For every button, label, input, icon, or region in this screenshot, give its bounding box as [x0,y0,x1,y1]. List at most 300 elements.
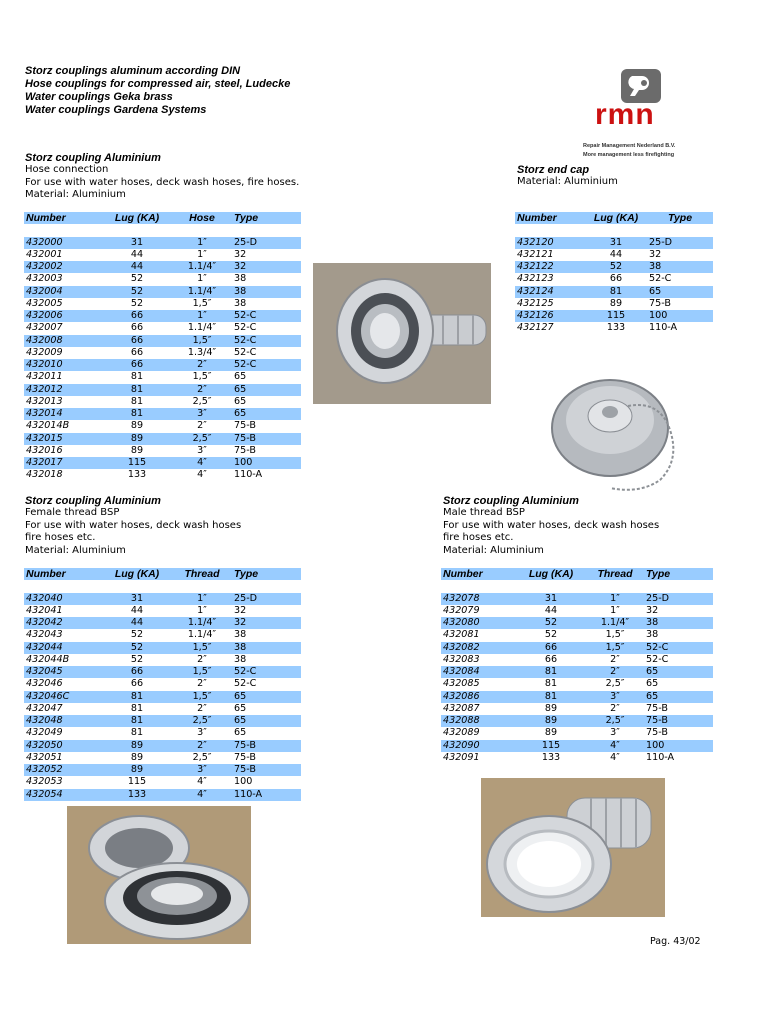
table-row [441,691,713,703]
table-cell: 432048 [24,715,102,727]
section-line: Material: Aluminium [443,544,544,556]
section-title: Storz coupling Aluminium [25,152,161,164]
table-row [515,261,713,273]
table-cell: 432079 [443,604,480,616]
table-cell: 1″ [197,273,207,285]
table-cell: 2″ [172,359,232,371]
page-number: Pag. 43/02 [650,936,701,947]
table-row [441,605,713,617]
table-cell: 1,5″ [172,335,232,347]
table-cell: 25-D [232,237,301,249]
table-cell: 2″ [197,420,207,432]
hose-coupling-photo [313,263,491,404]
table-row [515,286,713,298]
table-cell: 432124 [515,286,585,298]
table-cell: 4″ [610,751,620,763]
table-cell: 1.1/4″ [187,629,217,641]
table-cell: 31 [516,593,586,605]
table-cell: 81 [102,408,172,420]
table-cell: 75-B [234,444,256,456]
table-row [441,727,713,739]
table-cell: 432046C [24,691,102,703]
table-row [24,408,301,420]
table-cell: 432011 [26,371,63,383]
table-cell: 52 [585,261,647,273]
table-cell: 52 [130,653,144,665]
column-header: Number [24,212,102,224]
table-row [24,789,301,801]
table-cell: 44 [102,617,172,629]
table-cell: 432009 [26,346,63,358]
table-cell: 432018 [26,469,63,481]
table-cell: 432089 [443,727,480,739]
column-header: Number [441,568,516,580]
table-header [441,568,713,580]
table-cell: 115 [127,776,147,788]
table-cell: 110-A [646,751,675,763]
table-cell: 432053 [26,776,63,788]
column-header: Thread [172,568,232,580]
table-row [24,678,301,690]
table-row [24,617,301,629]
table-cell: 432010 [24,359,102,371]
section-title: Storz coupling Aluminium [443,495,579,507]
table-cell: 1,5″ [172,691,232,703]
table-cell: 2,5″ [586,715,644,727]
table-cell: 65 [232,384,301,396]
table-cell: 2″ [197,678,207,690]
table-cell: 66 [102,310,172,322]
table-cell: 432046 [26,678,63,690]
table-cell: 1.1/4″ [172,261,232,273]
table-cell: 52 [544,629,558,641]
table-cell: 44 [130,248,144,260]
table-row [24,752,301,764]
female-thread-table [24,568,301,801]
table-cell: 66 [102,335,172,347]
table-row [24,249,301,261]
table-cell: 81 [102,715,172,727]
table-cell: 432012 [24,384,102,396]
table-cell: 432127 [517,322,554,334]
table-row [24,703,301,715]
table-cell: 66 [516,642,586,654]
table-row [24,666,301,678]
table-cell: 432014 [24,408,102,420]
table-cell: 2,5″ [192,751,212,763]
table-cell: 432050 [24,740,102,752]
table-cell: 432085 [443,678,480,690]
header-line: Storz couplings aluminum according DIN [25,65,241,77]
column-header: Lug (KA) [585,212,647,224]
table-cell: 110-A [649,322,678,334]
table-cell: 115 [102,457,172,469]
table-cell: 2,5″ [172,715,232,727]
table-row [24,371,301,383]
table-cell: 4″ [172,789,232,801]
table-cell: 1″ [172,593,232,605]
table-cell: 52 [130,273,144,285]
table-cell: 2,5″ [605,678,625,690]
table-cell: 432091 [443,751,480,763]
table-cell: 1,5″ [172,642,232,654]
table-cell: 432082 [441,642,516,654]
table-cell: 2″ [610,702,620,714]
table-cell: 52 [102,642,172,654]
table-row [24,384,301,396]
column-header: Type [647,212,713,224]
rmn-logo [583,68,708,160]
table-cell: 75-B [234,420,256,432]
table-row [24,445,301,457]
table-row [24,261,301,273]
table-row [441,654,713,666]
table-cell: 89 [130,420,144,432]
table-cell: 65 [644,691,713,703]
table-cell: 38 [234,273,247,285]
table-cell: 52 [130,629,144,641]
table-cell: 133 [606,322,626,334]
table-cell: 32 [649,248,662,260]
table-cell: 432002 [24,261,102,273]
table-header [515,212,713,224]
table-cell: 52-C [646,653,669,665]
table-row [24,420,301,432]
table-cell: 66 [130,346,144,358]
table-cell: 4″ [197,776,207,788]
table-cell: 1″ [197,604,207,616]
table-cell: 432084 [441,666,516,678]
table-row [24,593,301,605]
table-cell: 432125 [517,297,554,309]
table-cell: 52-C [649,273,672,285]
table-row [24,776,301,788]
table-row [24,654,301,666]
table-cell: 432003 [26,273,63,285]
header-line: Hose couplings for compressed air, steel, Ludecke [25,78,291,90]
table-cell: 38 [232,642,301,654]
table-cell: 1.1/4″ [187,322,217,334]
table-row [24,740,301,752]
table-cell: 432006 [24,310,102,322]
table-row [24,433,301,445]
section-line: Material: Aluminium [25,544,126,556]
table-cell: 52-C [234,678,257,690]
male-thread-table [441,568,713,764]
table-cell: 89 [609,297,623,309]
table-cell: 31 [102,237,172,249]
table-cell: 32 [234,604,247,616]
header-line: Water couplings Geka brass [25,91,173,103]
table-cell: 432123 [517,273,554,285]
table-cell: 432017 [24,457,102,469]
table-cell: 52-C [234,322,257,334]
table-cell: 432126 [515,310,585,322]
table-cell: 25-D [644,593,713,605]
table-cell: 38 [232,286,301,298]
table-cell: 1″ [172,310,232,322]
table-cell: 1.3/4″ [187,346,217,358]
table-cell: 38 [644,617,713,629]
table-cell: 432013 [26,395,63,407]
table-cell: 81 [102,384,172,396]
table-row [24,322,301,334]
column-header: Lug (KA) [102,212,172,224]
table-cell: 81 [130,727,144,739]
table-row [24,629,301,641]
table-cell: 432081 [443,629,480,641]
table-cell: 52-C [232,310,301,322]
table-cell: 432052 [24,764,102,776]
table-cell: 110-A [232,789,301,801]
table-cell: 3″ [197,444,207,456]
female-coupling-photo [67,806,251,944]
table-cell: 65 [646,678,659,690]
table-cell: 432045 [24,666,102,678]
table-cell: 100 [234,776,253,788]
table-cell: 432044B [26,653,70,665]
table-cell: 1″ [586,593,644,605]
logo-subtitle: Repair Management Nederland B.V. [583,143,676,149]
table-cell: 2″ [197,702,207,714]
section-line: Male thread BSP [443,507,525,519]
table-cell: 66 [102,359,172,371]
table-row [24,764,301,776]
table-cell: 65 [234,702,247,714]
table-row [24,237,301,249]
table-cell: 432086 [441,691,516,703]
table-cell: 2″ [172,384,232,396]
table-row [441,642,713,654]
table-cell: 44 [130,604,144,616]
section-title: Storz coupling Aluminium [25,495,161,507]
table-cell: 432014B [26,420,70,432]
table-cell: 4″ [197,469,207,481]
table-row [515,273,713,285]
table-cell: 38 [646,629,659,641]
table-cell: 75-B [232,740,301,752]
table-cell: 75-B [644,715,713,727]
table-cell: 89 [102,433,172,445]
table-cell: 89 [130,444,144,456]
table-cell: 81 [130,395,144,407]
table-cell: 75-B [646,727,668,739]
logo-tagline: More management less firefighting [583,152,675,158]
table-cell: 4″ [586,740,644,752]
table-cell: 2″ [172,740,232,752]
table-cell: 2″ [610,653,620,665]
table-cell: 31 [585,237,647,249]
table-cell: 89 [102,764,172,776]
column-header: Number [515,212,585,224]
table-cell: 38 [234,653,247,665]
table-cell: 75-B [234,751,256,763]
table-row [24,335,301,347]
table-cell: 1″ [172,237,232,249]
table-cell: 432083 [443,653,480,665]
table-cell: 432040 [24,593,102,605]
table-cell: 75-B [646,702,668,714]
table-row [24,310,301,322]
table-cell: 65 [232,715,301,727]
table-cell: 81 [544,678,558,690]
section-line: Material: Aluminium [25,189,126,201]
table-cell: 32 [232,617,301,629]
column-header: Thread [586,568,644,580]
table-cell: 65 [647,286,713,298]
table-row [24,298,301,310]
table-cell: 1″ [197,248,207,260]
table-row [24,727,301,739]
section-female-thread [25,495,241,557]
table-cell: 2,5″ [192,395,212,407]
column-header: Lug (KA) [102,568,172,580]
table-cell: 432120 [515,237,585,249]
table-cell: 432005 [26,297,63,309]
section-line: Hose connection [25,164,109,176]
table-cell: 3″ [197,727,207,739]
table-cell: 65 [232,408,301,420]
column-header: Number [24,568,102,580]
section-end-cap [517,164,618,189]
table-row [441,593,713,605]
table-cell: 81 [130,371,144,383]
section-line: Material: Aluminium [517,176,618,188]
table-cell: 3″ [610,727,620,739]
table-row [24,286,301,298]
table-row [515,322,713,334]
table-cell: 25-D [232,593,301,605]
table-cell: 2″ [197,653,207,665]
table-cell: 432088 [441,715,516,727]
document-header [25,65,290,117]
table-cell: 65 [234,395,247,407]
table-cell: 52 [516,617,586,629]
table-cell: 133 [102,789,172,801]
table-row [441,740,713,752]
column-header: Lug (KA) [516,568,586,580]
table-cell: 2″ [586,666,644,678]
section-hose-connection [25,152,299,202]
table-cell: 32 [232,261,301,273]
table-cell: 100 [644,740,713,752]
table-cell: 52-C [232,335,301,347]
table-row [441,629,713,641]
section-line: fire hoses etc. [25,532,96,544]
table-cell: 89 [544,727,558,739]
table-cell: 432008 [24,335,102,347]
table-cell: 432121 [517,248,554,260]
logo-wordmark: rmn [595,98,655,131]
table-cell: 75-B [232,764,301,776]
table-cell: 32 [646,604,659,616]
table-cell: 432015 [24,433,102,445]
table-cell: 1.1/4″ [172,286,232,298]
table-cell: 81 [516,666,586,678]
table-cell: 432041 [26,604,63,616]
table-row [441,666,713,678]
table-row [441,703,713,715]
table-cell: 38 [234,297,247,309]
table-cell: 81 [102,691,172,703]
table-cell: 115 [585,310,647,322]
table-cell: 432007 [26,322,63,334]
table-cell: 75-B [649,297,671,309]
table-cell: 89 [544,702,558,714]
table-cell: 1″ [610,604,620,616]
table-cell: 38 [647,261,713,273]
table-row [515,249,713,261]
table-cell: 89 [102,740,172,752]
table-cell: 1,5″ [172,666,232,678]
table-cell: 133 [127,469,147,481]
section-line: For use with water hoses, deck wash hoses [443,519,660,531]
table-cell: 1.1/4″ [586,617,644,629]
table-cell: 432054 [24,789,102,801]
table-row [24,359,301,371]
table-row [515,237,713,249]
table-cell: 66 [130,322,144,334]
end-cap-photo [540,370,700,498]
table-cell: 432051 [26,751,63,763]
table-cell: 66 [609,273,623,285]
table-cell: 1,5″ [192,297,212,309]
table-cell: 100 [232,457,301,469]
table-row [441,752,713,764]
table-cell: 89 [130,751,144,763]
table-cell: 44 [609,248,623,260]
table-cell: 81 [516,691,586,703]
column-header: Type [232,568,301,580]
table-cell: 81 [585,286,647,298]
table-cell: 1,5″ [605,629,625,641]
table-cell: 44 [544,604,558,616]
table-cell: 31 [102,593,172,605]
table-cell: 52-C [644,642,713,654]
table-cell: 432047 [26,702,63,714]
table-cell: 115 [516,740,586,752]
table-cell: 4″ [172,457,232,469]
section-line: fire hoses etc. [443,532,514,544]
table-row [24,273,301,285]
column-header: Type [644,568,713,580]
table-row [441,678,713,690]
table-row [515,298,713,310]
table-cell: 44 [102,261,172,273]
table-cell: 66 [544,653,558,665]
table-cell: 1,5″ [192,371,212,383]
table-cell: 133 [541,751,561,763]
table-cell: 65 [232,691,301,703]
section-line: For use with water hoses, deck wash hoses [25,519,242,531]
table-header [24,212,301,224]
end-cap-table [515,212,713,335]
table-row [24,457,301,469]
table-cell: 2,5″ [172,433,232,445]
section-line: For use with water hoses, deck wash hoses, fire hoses. [25,176,300,188]
table-cell: 432044 [24,642,102,654]
table-cell: 52 [130,297,144,309]
table-cell: 432004 [24,286,102,298]
table-cell: 1.1/4″ [172,617,232,629]
table-cell: 89 [516,715,586,727]
column-header: Type [232,212,301,224]
table-cell: 75-B [232,433,301,445]
table-row [24,469,301,481]
table-cell: 432049 [26,727,63,739]
table-cell: 66 [130,678,144,690]
table-cell: 25-D [647,237,713,249]
